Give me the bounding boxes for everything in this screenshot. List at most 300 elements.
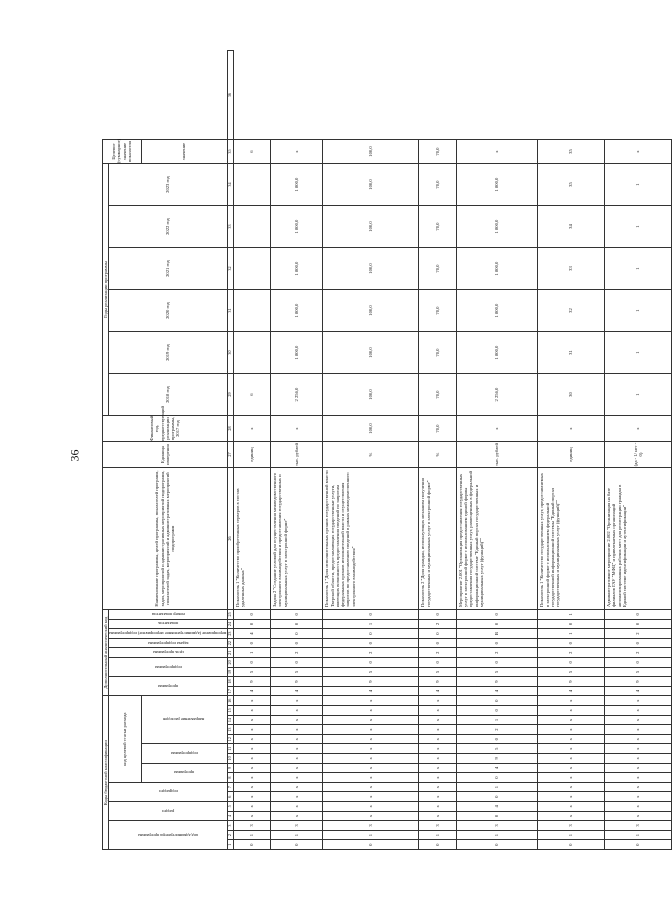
value-2018: 30: [538, 374, 605, 416]
code-cell: 1: [456, 715, 537, 725]
code-cell: 0: [456, 734, 537, 744]
code-cell: 4: [419, 686, 457, 696]
code-cell: 2: [605, 648, 672, 658]
unit-cell: единиц: [233, 442, 271, 468]
column-number: 17: [227, 686, 233, 696]
value-2018: 70,0: [419, 374, 457, 416]
code-cell: x: [323, 763, 419, 773]
table-row: [605, 51, 672, 850]
code-cell: 9: [456, 677, 537, 687]
table-row: [233, 51, 271, 850]
base-year-cell: 70,0: [419, 416, 457, 442]
base-year-cell: x: [456, 416, 537, 442]
code-cell: 0: [271, 658, 323, 668]
code-cell: 1: [419, 830, 457, 840]
name-cell: Задача 2 "Создание условий для осуществления межведомственного электронного взаимодействия и предоставления государственных и муниципальных услуг в электронной форме": [271, 468, 323, 610]
value-2022: 70,0: [419, 206, 457, 248]
code-cell: x: [323, 696, 419, 706]
code-cell: x: [419, 792, 457, 802]
code-cell: 1: [538, 629, 605, 639]
code-cell: x: [323, 734, 419, 744]
header-base-year: Финансовый год, предшествующий реализации программы, 2017 год: [103, 416, 228, 442]
value-2021: 70,0: [419, 248, 457, 290]
code-cell: x: [323, 773, 419, 783]
target-value-cell: 35: [538, 140, 605, 164]
header-name: Наименование программы, целей программы, показателей программ, задач, мероприятий и административных мероприятий подпрограмм, показателей задач, мероприятий и административных мероприятий подпрограмм: [103, 468, 228, 610]
page-number: 36: [67, 449, 82, 462]
value-2020: 1: [605, 290, 672, 332]
code-cell: x: [271, 763, 323, 773]
code-cell: 2: [419, 648, 457, 658]
code-cell: x: [323, 792, 419, 802]
code-cell: 0: [233, 658, 271, 668]
name-cell: Показатель 1 "Количество государственных услуг, предоставляемых в электронной форме с использованием федеральной государственной информационной системы "Единый портал государственных и муниципальных услуг (функций)"": [538, 468, 605, 610]
column-number: 27: [227, 442, 233, 468]
code-cell: 0: [323, 610, 419, 620]
code-cell: 0: [323, 658, 419, 668]
code-cell: 9: [456, 754, 537, 764]
target-value-cell: 70,0: [419, 140, 457, 164]
name-cell: Показатель 1 "Доля исполнительных органов государственной власти Тверской области, предоставляющих государственные услуги, имеющих возможность предоставления сведений по запросам федеральных органов исполнительной власти и осуществления запросов по предоставлению сведений в рамках межведомственного электронного взаимодействия": [323, 468, 419, 610]
target-value-cell: x: [456, 140, 537, 164]
code-cell: 0: [456, 638, 537, 648]
column-number: 3: [227, 821, 233, 831]
code-cell: x: [323, 754, 419, 764]
value-2021: 1 800,0: [271, 248, 323, 290]
value-2023: 1: [605, 164, 672, 206]
unit-cell: тыс. рублей: [456, 442, 537, 468]
code-cell: x: [538, 782, 605, 792]
header-ac-task-subprogram: задача подпрограммы: [109, 638, 227, 648]
column-number: 11: [227, 744, 233, 754]
code-cell: x: [605, 754, 672, 764]
column-number: 32: [227, 248, 233, 290]
code-cell: x: [538, 706, 605, 716]
code-cell: x: [538, 792, 605, 802]
value-2018: 2 256,0: [271, 374, 323, 416]
code-cell: x: [233, 802, 271, 812]
code-cell: 5: [271, 667, 323, 677]
code-cell: 4: [323, 686, 419, 696]
code-cell: x: [538, 696, 605, 706]
header-ac-measure: мероприятие (административное мероприятие) подпрограммы: [109, 629, 227, 639]
header-subprogram: подпрограмма: [141, 744, 227, 763]
code-cell: x: [419, 725, 457, 735]
name-cell: Показатель 1 "Количество приобретенных серверов в состав удаленных данных": [233, 468, 271, 610]
base-year-cell: x: [605, 416, 672, 442]
code-cell: x: [538, 754, 605, 764]
code-cell: 1: [271, 830, 323, 840]
code-cell: 0: [538, 619, 605, 629]
column-number: 23: [227, 629, 233, 639]
code-cell: 9: [323, 677, 419, 687]
code-cell: x: [419, 706, 457, 716]
column-number: 25: [227, 610, 233, 620]
code-cell: x: [419, 811, 457, 821]
code-cell: x: [233, 782, 271, 792]
value-2021: 100,0: [323, 248, 419, 290]
code-cell: 1: [323, 619, 419, 629]
code-cell: 5: [456, 667, 537, 677]
value-2020: 32: [538, 290, 605, 332]
column-number: 24: [227, 619, 233, 629]
code-cell: x: [233, 706, 271, 716]
header-budget-codes: Коды бюджетной классификации: [103, 696, 109, 850]
code-cell: 0: [605, 658, 672, 668]
code-cell: 0: [233, 840, 271, 850]
column-number: 5: [227, 802, 233, 812]
code-cell: x: [538, 802, 605, 812]
column-number: 30: [227, 332, 233, 374]
header-2019: 2019 год: [109, 332, 227, 374]
code-cell: 4: [233, 686, 271, 696]
code-cell: 0: [271, 610, 323, 620]
header-2023: 2023 год: [109, 164, 227, 206]
column-number: 14: [227, 715, 233, 725]
code-cell: x: [605, 744, 672, 754]
column-number: 10: [227, 754, 233, 764]
code-cell: 4: [233, 629, 271, 639]
code-cell: x: [605, 773, 672, 783]
code-cell: x: [605, 725, 672, 735]
base-year-cell: x: [271, 416, 323, 442]
code-cell: x: [605, 792, 672, 802]
code-cell: x: [419, 802, 457, 812]
code-cell: x: [233, 811, 271, 821]
code-cell: 4: [605, 686, 672, 696]
column-number: 31: [227, 290, 233, 332]
code-cell: x: [323, 744, 419, 754]
value-2019: 1 800,0: [271, 332, 323, 374]
code-cell: 0: [456, 619, 537, 629]
value-2023: 35: [538, 164, 605, 206]
column-number: 19: [227, 667, 233, 677]
code-cell: x: [605, 811, 672, 821]
header-direction: направление расходов: [141, 696, 227, 744]
value-2023: 1 800,0: [271, 164, 323, 206]
value-2020: 1 800,0: [456, 290, 537, 332]
code-cell: x: [271, 773, 323, 783]
code-cell: 0: [323, 840, 419, 850]
code-cell: x: [271, 734, 323, 744]
value-2022: [233, 206, 271, 248]
code-cell: x: [233, 754, 271, 764]
name-cell: Административное мероприятие 2.002 "Организация на базе филиалов ГАУ "МФЦ" и привлекаемых организаций автоматизированных рабочих мест для регистрации граждан в Единой системе идентификации и аутентификации": [605, 468, 672, 610]
code-cell: x: [271, 744, 323, 754]
code-cell: 0: [323, 638, 419, 648]
code-cell: x: [323, 715, 419, 725]
code-cell: 1: [456, 782, 537, 792]
code-cell: 0: [456, 706, 537, 716]
code-cell: x: [271, 754, 323, 764]
header-ac-subprogram: подпрограмма: [109, 658, 227, 677]
target-value-cell: x: [271, 140, 323, 164]
code-cell: x: [233, 715, 271, 725]
unit-cell: (да - 1/ нет - 0): [605, 442, 672, 468]
code-cell: x: [271, 696, 323, 706]
code-cell: x: [538, 715, 605, 725]
code-cell: x: [323, 725, 419, 735]
header-target-value-sub: значение: [141, 140, 227, 164]
code-cell: x: [419, 696, 457, 706]
header-target-item: код целевой статьи расхода: [109, 696, 141, 782]
value-2023: 100,0: [323, 164, 419, 206]
code-cell: 4: [271, 686, 323, 696]
column-number: 36: [227, 51, 233, 140]
value-2019: 1: [605, 332, 672, 374]
value-2021: 1: [605, 248, 672, 290]
code-cell: x: [233, 734, 271, 744]
header-admin-program: код администратора программы: [109, 821, 227, 850]
value-2021: [233, 248, 271, 290]
code-cell: x: [538, 763, 605, 773]
code-cell: 0: [605, 840, 672, 850]
program-table: [102, 50, 672, 850]
code-cell: 3: [456, 821, 537, 831]
code-cell: x: [271, 792, 323, 802]
code-cell: x: [419, 782, 457, 792]
code-cell: 1: [456, 830, 537, 840]
code-cell: 4: [456, 763, 537, 773]
column-number: 26: [227, 468, 233, 610]
column-number: 1: [227, 840, 233, 850]
base-year-cell: 100,0: [323, 416, 419, 442]
column-number: 22: [227, 638, 233, 648]
code-cell: x: [538, 725, 605, 735]
code-cell: 2: [538, 648, 605, 658]
column-number: 35: [227, 140, 233, 164]
code-cell: 3: [538, 821, 605, 831]
column-number: 13: [227, 725, 233, 735]
code-cell: 1: [538, 830, 605, 840]
code-cell: 9: [605, 677, 672, 687]
code-cell: 0: [456, 658, 537, 668]
code-cell: 5: [323, 667, 419, 677]
header-target-value: Целевое (суммарное) значение показателя: [103, 140, 142, 164]
code-cell: 0: [456, 696, 537, 706]
table-row: [323, 51, 419, 850]
code-cell: x: [605, 782, 672, 792]
code-cell: 5: [456, 744, 537, 754]
code-cell: x: [271, 811, 323, 821]
table-row: [456, 51, 537, 850]
value-2020: [233, 290, 271, 332]
value-2023: 1 800,0: [456, 164, 537, 206]
unit-cell: тыс. рублей: [271, 442, 323, 468]
code-cell: 2: [419, 619, 457, 629]
table-row: [271, 51, 323, 850]
code-cell: x: [233, 725, 271, 735]
code-cell: 2: [456, 725, 537, 735]
value-2018: 100,0: [323, 374, 419, 416]
value-2022: 100,0: [323, 206, 419, 248]
code-cell: 0: [233, 619, 271, 629]
value-2019: 31: [538, 332, 605, 374]
code-cell: x: [419, 763, 457, 773]
code-cell: 3: [419, 821, 457, 831]
code-cell: x: [605, 734, 672, 744]
unit-cell: единиц: [538, 442, 605, 468]
column-number: 12: [227, 734, 233, 744]
column-number: 18: [227, 677, 233, 687]
code-cell: 0: [605, 638, 672, 648]
value-2019: 70,0: [419, 332, 457, 374]
code-cell: x: [538, 773, 605, 783]
value-2020: 70,0: [419, 290, 457, 332]
code-cell: x: [419, 773, 457, 783]
code-cell: 0: [456, 792, 537, 802]
code-cell: 0: [419, 610, 457, 620]
value-2023: [233, 164, 271, 206]
base-year-cell: x: [233, 416, 271, 442]
code-cell: x: [233, 696, 271, 706]
column-number: 33: [227, 206, 233, 248]
code-cell: x: [271, 725, 323, 735]
header-unit: Единица измерения: [103, 442, 228, 468]
code-cell: x: [323, 811, 419, 821]
column-number: 20: [227, 658, 233, 668]
code-cell: x: [233, 773, 271, 783]
code-cell: 0: [538, 840, 605, 850]
code-cell: 1: [538, 610, 605, 620]
code-cell: 1: [605, 830, 672, 840]
header-section: раздел: [109, 802, 227, 821]
header-ac-indicator-type: показатель: [109, 619, 227, 629]
code-cell: 0: [538, 658, 605, 668]
header-ac-task-program: цель программы: [109, 648, 227, 658]
code-cell: x: [605, 763, 672, 773]
code-cell: x: [271, 782, 323, 792]
value-2022: 1 800,0: [271, 206, 323, 248]
code-cell: x: [605, 706, 672, 716]
value-2019: 100,0: [323, 332, 419, 374]
code-cell: 2: [323, 648, 419, 658]
column-number: 16: [227, 696, 233, 706]
code-cell: x: [233, 744, 271, 754]
code-cell: 0: [271, 638, 323, 648]
code-cell: 1: [233, 648, 271, 658]
header-2018: 2018 год: [109, 374, 227, 416]
code-cell: 0: [419, 638, 457, 648]
code-cell: 0: [233, 638, 271, 648]
table-row: [419, 51, 457, 850]
code-cell: 9: [538, 677, 605, 687]
header-program: программа: [141, 763, 227, 782]
code-cell: x: [323, 802, 419, 812]
code-cell: x: [271, 715, 323, 725]
header-ac-program: программа: [109, 677, 227, 696]
code-cell: 3: [233, 821, 271, 831]
name-cell: Мероприятие 2.001 "Организация предоставления государственных услуг в электронной форме с использованием единой формы предоставления государственных услуг, размещенных в федеральной информационной системе "Единый портал государственных и муниципальных услуг (функций)"": [456, 468, 537, 610]
value-2020: 100,0: [323, 290, 419, 332]
code-cell: 3: [605, 821, 672, 831]
code-cell: 3: [323, 821, 419, 831]
column-number: 4: [227, 811, 233, 821]
value-2018: 1: [605, 374, 672, 416]
code-cell: 1: [323, 830, 419, 840]
code-cell: x: [419, 734, 457, 744]
code-cell: 0: [456, 773, 537, 783]
code-cell: 0: [271, 629, 323, 639]
code-cell: x: [233, 792, 271, 802]
header-2020: 2020 год: [109, 290, 227, 332]
code-cell: 2: [605, 629, 672, 639]
code-cell: 0: [419, 658, 457, 668]
code-cell: x: [605, 696, 672, 706]
code-cell: 5: [233, 667, 271, 677]
value-2021: 33: [538, 248, 605, 290]
code-cell: 5: [605, 667, 672, 677]
code-cell: 0: [456, 811, 537, 821]
value-2022: 1: [605, 206, 672, 248]
target-value-cell: 6: [233, 140, 271, 164]
value-2020: 1 800,0: [271, 290, 323, 332]
target-value-cell: 100,0: [323, 140, 419, 164]
column-number: 6: [227, 792, 233, 802]
code-cell: 0: [419, 629, 457, 639]
value-2019: [233, 332, 271, 374]
header-extra-code: Дополнительный аналитический код: [103, 610, 109, 696]
header-2022: 2022 год: [109, 206, 227, 248]
value-2019: 1 800,0: [456, 332, 537, 374]
code-cell: 4: [456, 686, 537, 696]
header-years: Годы реализации программы: [103, 164, 109, 416]
code-cell: 9: [419, 677, 457, 687]
code-cell: 0: [456, 610, 537, 620]
column-number: 34: [227, 164, 233, 206]
column-number: 29: [227, 374, 233, 416]
code-cell: 9: [271, 677, 323, 687]
column-number: 15: [227, 706, 233, 716]
value-2022: 34: [538, 206, 605, 248]
code-cell: 0: [456, 840, 537, 850]
code-cell: 5: [538, 667, 605, 677]
code-cell: x: [538, 734, 605, 744]
code-cell: x: [605, 802, 672, 812]
header-subsection: подраздел: [109, 782, 227, 801]
code-cell: 0: [605, 610, 672, 620]
unit-cell: %: [323, 442, 419, 468]
code-cell: 0: [605, 619, 672, 629]
code-cell: x: [271, 706, 323, 716]
code-cell: 1: [233, 830, 271, 840]
value-2018: 6: [233, 374, 271, 416]
code-cell: 0: [419, 840, 457, 850]
column-number: 21: [227, 648, 233, 658]
code-cell: 4: [456, 802, 537, 812]
table-row: [538, 51, 605, 850]
code-cell: x: [538, 744, 605, 754]
column-number: 7: [227, 782, 233, 792]
code-cell: x: [419, 754, 457, 764]
code-cell: x: [271, 802, 323, 812]
value-2021: 1 800,0: [456, 248, 537, 290]
code-cell: x: [323, 706, 419, 716]
code-cell: 2: [456, 648, 537, 658]
code-cell: x: [605, 715, 672, 725]
column-number: 2: [227, 830, 233, 840]
code-cell: 0: [271, 619, 323, 629]
code-cell: 5: [419, 667, 457, 677]
code-cell: x: [419, 744, 457, 754]
code-cell: 0: [271, 840, 323, 850]
unit-cell: %: [419, 442, 457, 468]
code-cell: B: [456, 629, 537, 639]
value-2023: 70,0: [419, 164, 457, 206]
column-number: 28: [227, 416, 233, 442]
code-cell: 3: [271, 821, 323, 831]
code-cell: 9: [233, 677, 271, 687]
